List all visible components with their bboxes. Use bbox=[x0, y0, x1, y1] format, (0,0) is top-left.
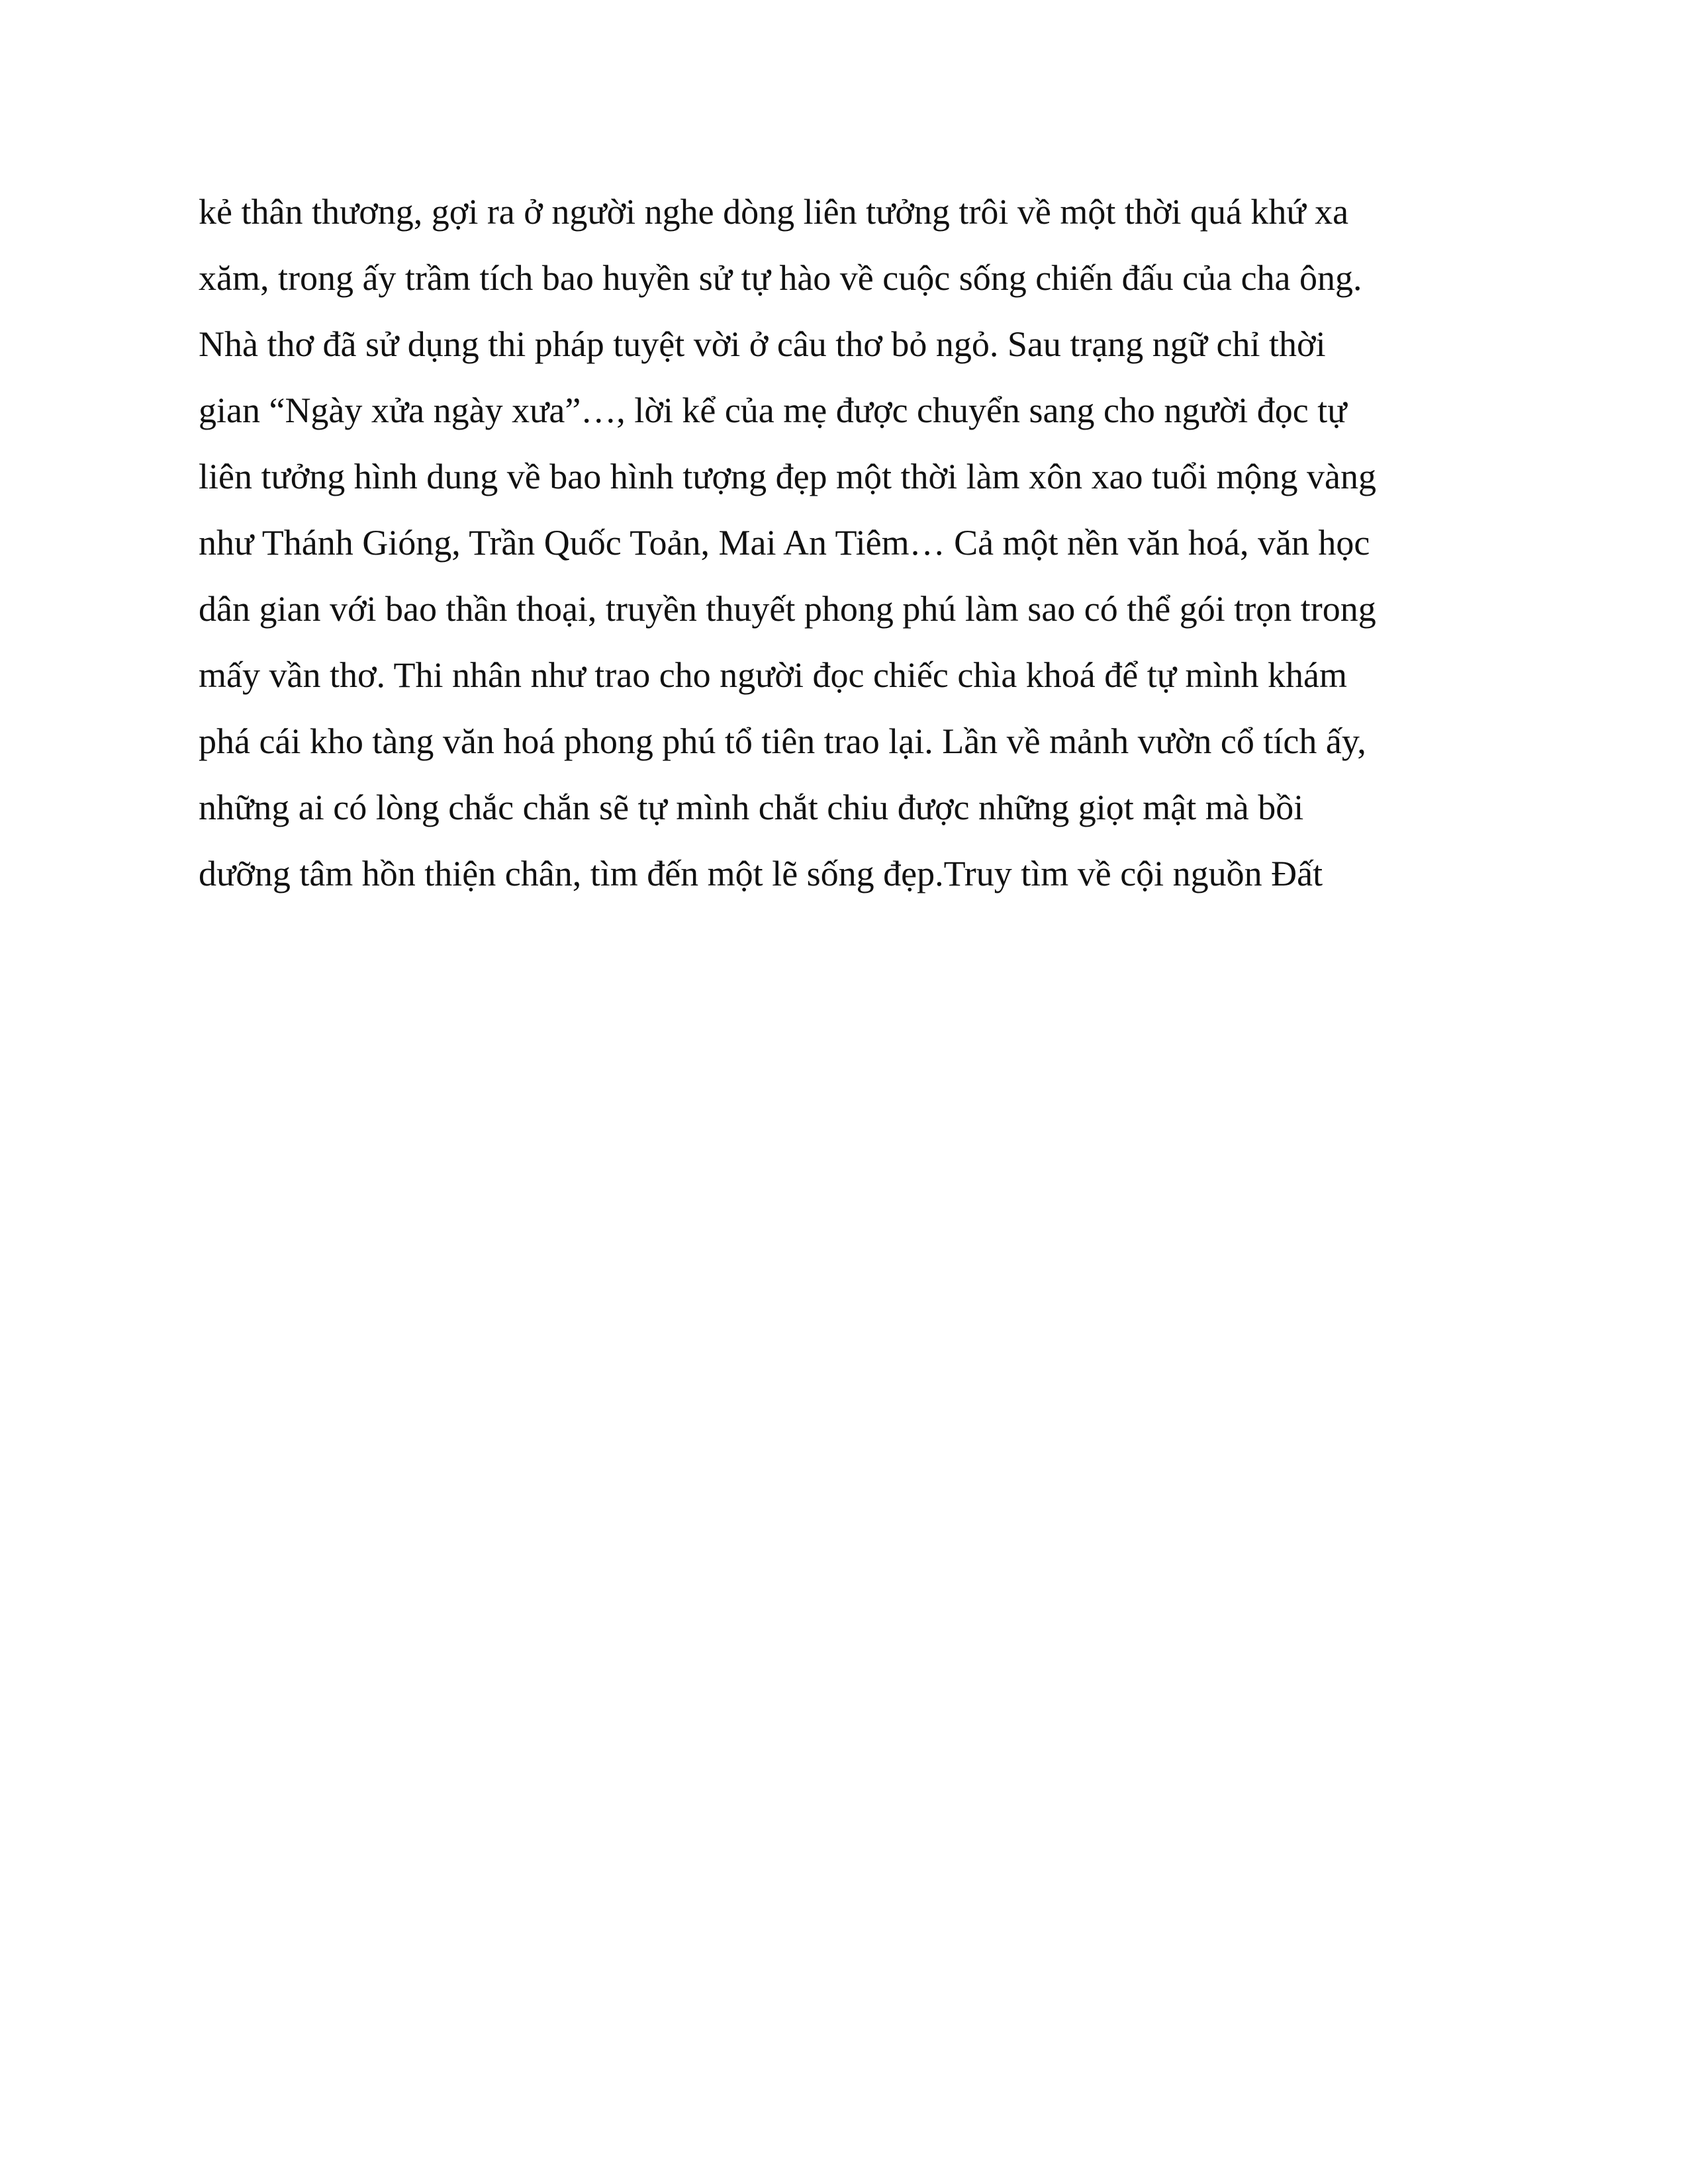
text-line: mấy vần thơ. Thi nhân như trao cho người đọc chiếc chìa khoá để tự mình khám bbox=[199, 655, 1347, 695]
text-line: những ai có lòng chắc chắn sẽ tự mình chắt chiu được những giọt mật mà bồi bbox=[199, 788, 1304, 827]
text-line: kẻ thân thương, gợi ra ở người nghe dòng liên tưởng trôi về một thời quá khứ xa bbox=[199, 192, 1349, 232]
body-paragraph bbox=[199, 179, 1496, 907]
text-line: gian “Ngày xửa ngày xưa”…, lời kể của mẹ được chuyển sang cho người đọc tự bbox=[199, 390, 1347, 430]
text-line: như Thánh Gióng, Trần Quốc Toản, Mai An Tiêm… Cả một nền văn hoá, văn học bbox=[199, 523, 1370, 563]
text-line: Nhà thơ đã sử dụng thi pháp tuyệt vời ở câu thơ bỏ ngỏ. Sau trạng ngữ chỉ thời bbox=[199, 324, 1326, 364]
text-line: liên tưởng hình dung về bao hình tượng đẹp một thời làm xôn xao tuổi mộng vàng bbox=[199, 457, 1377, 496]
text-line: dân gian với bao thần thoại, truyền thuyết phong phú làm sao có thể gói trọn trong bbox=[199, 589, 1376, 629]
text-line: xăm, trong ấy trầm tích bao huyền sử tự hào về cuộc sống chiến đấu của cha ông. bbox=[199, 258, 1362, 298]
text-line: phá cái kho tàng văn hoá phong phú tổ tiên trao lại. Lần về mảnh vườn cổ tích ấy, bbox=[199, 721, 1366, 761]
text-line: dưỡng tâm hồn thiện chân, tìm đến một lẽ sống đẹp.Truy tìm về cội nguồn Đất bbox=[199, 854, 1323, 893]
